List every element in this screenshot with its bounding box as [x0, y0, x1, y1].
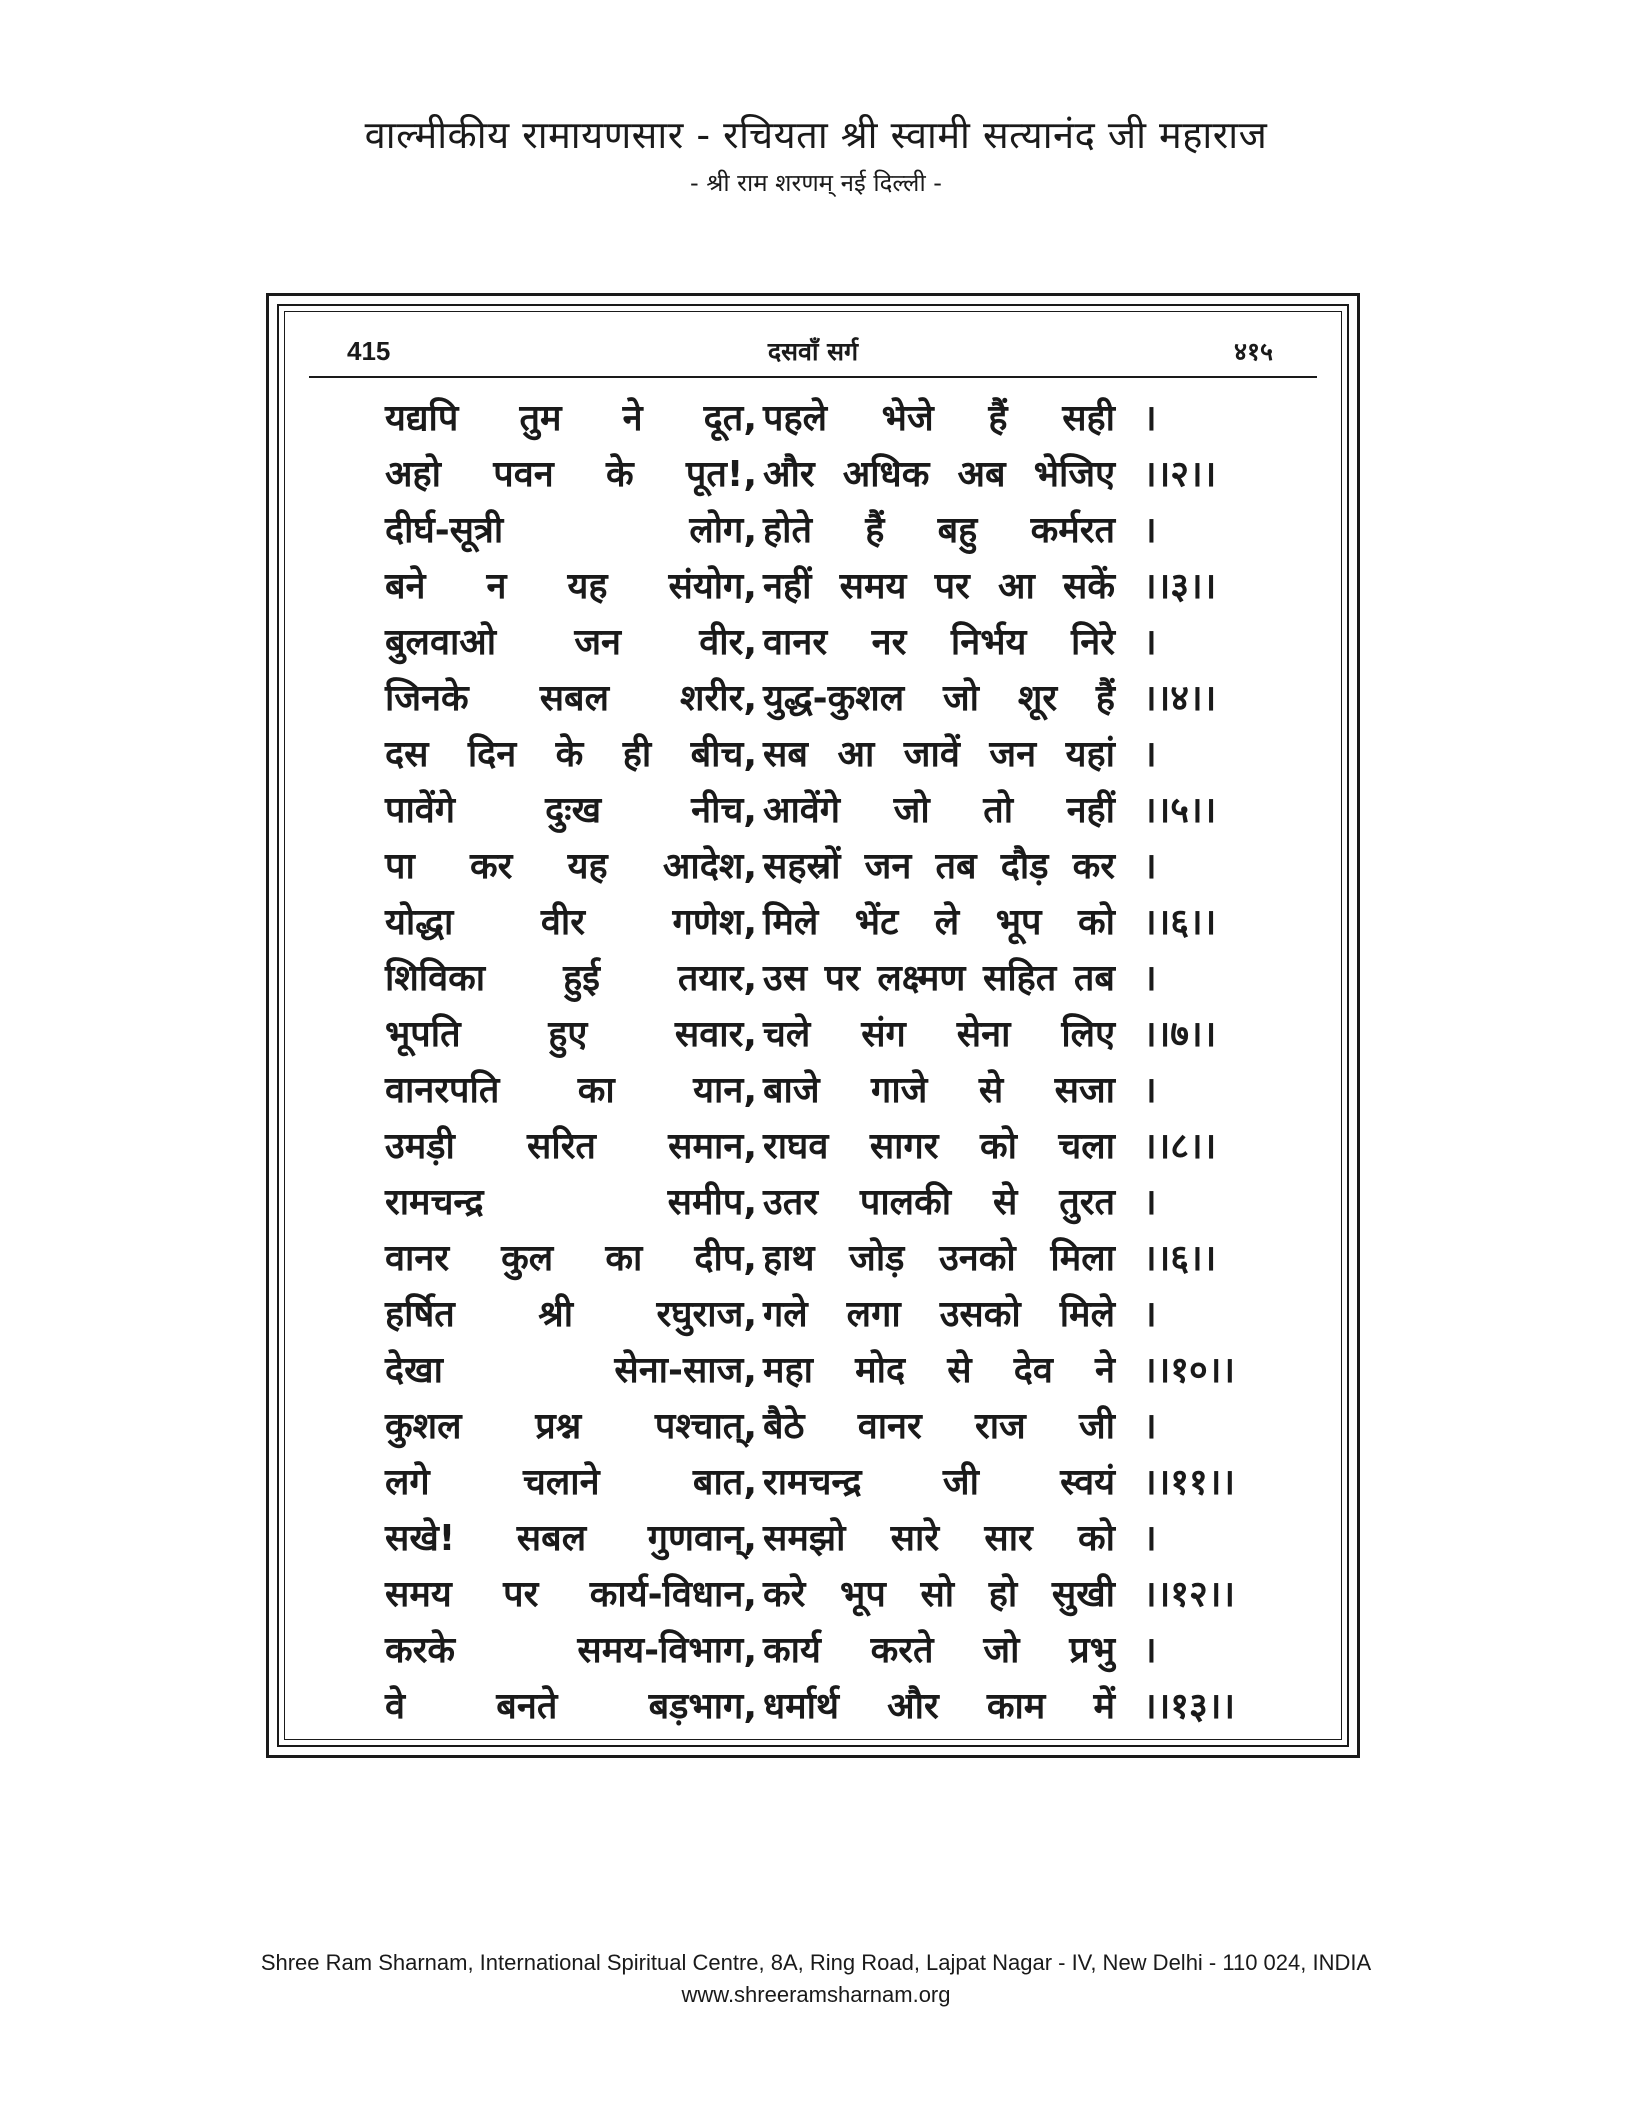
- verse-second-half: धर्मार्थ और काम में: [763, 1686, 1115, 1727]
- verse-line: [385, 1624, 1285, 1680]
- verse-second-half: और अधिक अब भेजिए: [763, 454, 1115, 495]
- verse-end-marker: ।: [1143, 1630, 1157, 1671]
- verse-first-half: उमड़ी सरित समान,: [385, 1126, 757, 1167]
- verse-end-marker: ।।११।।: [1143, 1462, 1236, 1503]
- page-number-devanagari: ४१५: [1233, 337, 1273, 366]
- verse-second-half: युद्ध-कुशल जो शूर हैं: [763, 678, 1115, 719]
- verse-end-marker: ।।३।।: [1143, 566, 1217, 607]
- verse-first-half: हर्षित श्री रघुराज,: [385, 1294, 757, 1335]
- verse-end-marker: ।: [1143, 734, 1157, 775]
- verse-first-half: पा कर यह आदेश,: [385, 846, 757, 887]
- verse-second-half: महा मोद से देव ने: [763, 1350, 1115, 1391]
- verse-end-marker: ।: [1143, 398, 1157, 439]
- verse-first-half: वे बनते बड़भाग,: [385, 1686, 757, 1727]
- verse-line: [385, 1344, 1285, 1400]
- verse-line: [385, 672, 1285, 728]
- verse-line: [385, 952, 1285, 1008]
- verse-end-marker: ।।१०।।: [1143, 1350, 1236, 1391]
- verse-line: [385, 1064, 1285, 1120]
- verse-line: [385, 392, 1285, 448]
- verse-first-half: वानर कुल का दीप,: [385, 1238, 757, 1279]
- verse-end-marker: ।: [1143, 846, 1157, 887]
- verse-end-marker: ।: [1143, 1294, 1157, 1335]
- document-header-title: वाल्मीकीय रामायणसार - रचियता श्री स्वामी सत्यानंद जी महाराज: [364, 113, 1268, 157]
- verse-end-marker: ।।८।।: [1143, 1126, 1217, 1167]
- verse-first-half: यद्यपि तुम ने दूत,: [385, 398, 757, 439]
- page-frame-innermost-border: [284, 311, 1342, 1740]
- verse-line: [385, 448, 1285, 504]
- verse-end-marker: ।: [1143, 510, 1157, 551]
- verse-second-half: नहीं समय पर आ सकें: [763, 566, 1115, 607]
- verse-second-half: उतर पालकी से तुरत: [763, 1182, 1115, 1223]
- verse-second-half: आवेंगे जो तो नहीं: [763, 790, 1115, 831]
- verse-end-marker: ।।५।।: [1143, 790, 1217, 831]
- verse-second-half: रामचन्द्र जी स्वयं: [763, 1462, 1115, 1503]
- verse-first-half: समय पर कार्य-विधान,: [385, 1574, 757, 1615]
- verse-second-half: होते हैं बहु कर्मरत: [763, 510, 1115, 551]
- verse-first-half: बने न यह संयोग,: [385, 566, 757, 607]
- verse-line: [385, 1568, 1285, 1624]
- verse-line: [385, 784, 1285, 840]
- verse-first-half: कुशल प्रश्न पश्चात्,: [385, 1406, 757, 1447]
- verse-line: [385, 1512, 1285, 1568]
- verse-second-half: पहले भेजे हैं सही: [763, 398, 1115, 439]
- verse-end-marker: ।।१३।।: [1143, 1686, 1236, 1727]
- page-frame: [266, 293, 1360, 1758]
- verse-second-half: बाजे गाजे से सजा: [763, 1070, 1115, 1111]
- footer-website-link[interactable]: www.shreeramsharnam.org: [681, 1982, 951, 2007]
- verse-end-marker: ।।६।।: [1143, 1238, 1217, 1279]
- verse-line: [385, 504, 1285, 560]
- verse-second-half: सहस्रों जन तब दौड़ कर: [763, 846, 1115, 887]
- verse-second-half: सब आ जावें जन यहां: [763, 734, 1115, 775]
- verse-line: [385, 1680, 1285, 1736]
- verse-first-half: भूपति हुए सवार,: [385, 1014, 757, 1055]
- document-header-subtitle: - श्री राम शरणम् नई दिल्ली -: [690, 169, 942, 197]
- verse-second-half: राघव सागर को चला: [763, 1126, 1115, 1167]
- verse-first-half: करके समय-विभाग,: [385, 1630, 757, 1671]
- verse-first-half: रामचन्द्र समीप,: [385, 1182, 757, 1223]
- verse-first-half: पावेंगे दुःख नीच,: [385, 790, 757, 831]
- verse-end-marker: ।।१२।।: [1143, 1574, 1236, 1615]
- verse-second-half: कार्य करते जो प्रभु: [763, 1630, 1115, 1671]
- verse-second-half: वानर नर निर्भय निरे: [763, 622, 1115, 663]
- verse-second-half: उस पर लक्ष्मण सहित तब: [763, 958, 1115, 999]
- verse-end-marker: ।: [1143, 1182, 1157, 1223]
- verse-end-marker: ।: [1143, 622, 1157, 663]
- verse-line: [385, 1232, 1285, 1288]
- verse-first-half: देखा सेना-साज,: [385, 1350, 757, 1391]
- verse-line: [385, 560, 1285, 616]
- verse-end-marker: ।।४।।: [1143, 678, 1217, 719]
- verse-end-marker: ।: [1143, 1406, 1157, 1447]
- chapter-title: दसवाँ सर्ग: [767, 337, 859, 366]
- running-head: [309, 326, 1317, 378]
- verse-line: [385, 896, 1285, 952]
- page-frame-inner-border: [277, 304, 1349, 1747]
- verse-list: [385, 392, 1285, 1736]
- verse-first-half: अहो पवन के पूत!,: [385, 454, 757, 495]
- verse-line: [385, 1288, 1285, 1344]
- verse-first-half: जिनके सबल शरीर,: [385, 678, 757, 719]
- verse-first-half: बुलवाओ जन वीर,: [385, 622, 757, 663]
- verse-end-marker: ।।६।।: [1143, 902, 1217, 943]
- verse-second-half: बैठे वानर राज जी: [763, 1406, 1115, 1447]
- verse-line: [385, 1400, 1285, 1456]
- verse-end-marker: ।।७।।: [1143, 1014, 1217, 1055]
- verse-first-half: दीर्घ-सूत्री लोग,: [385, 510, 757, 551]
- verse-end-marker: ।: [1143, 1518, 1157, 1559]
- verse-end-marker: ।: [1143, 958, 1157, 999]
- verse-second-half: हाथ जोड़ उनको मिला: [763, 1238, 1115, 1279]
- verse-first-half: योद्धा वीर गणेश,: [385, 902, 757, 943]
- verse-end-marker: ।: [1143, 1070, 1157, 1111]
- verse-line: [385, 1176, 1285, 1232]
- verse-first-half: दस दिन के ही बीच,: [385, 734, 757, 775]
- verse-second-half: करे भूप सो हो सुखी: [763, 1574, 1115, 1615]
- verse-second-half: समझो सारे सार को: [763, 1518, 1115, 1559]
- verse-first-half: सखे! सबल गुणवान्,: [385, 1518, 757, 1559]
- verse-second-half: गले लगा उसको मिले: [763, 1294, 1115, 1335]
- verse-second-half: चले संग सेना लिए: [763, 1014, 1115, 1055]
- verse-first-half: लगे चलाने बात,: [385, 1462, 757, 1503]
- verse-line: [385, 1008, 1285, 1064]
- verse-line: [385, 1120, 1285, 1176]
- verse-first-half: शिविका हुई तयार,: [385, 958, 757, 999]
- verse-line: [385, 616, 1285, 672]
- verse-second-half: मिले भेंट ले भूप को: [763, 902, 1115, 943]
- verse-end-marker: ।।२।।: [1143, 454, 1217, 495]
- verse-first-half: वानरपति का यान,: [385, 1070, 757, 1111]
- page-number-latin: 415: [347, 336, 391, 366]
- verse-line: [385, 840, 1285, 896]
- verse-line: [385, 728, 1285, 784]
- verse-line: [385, 1456, 1285, 1512]
- footer-address: Shree Ram Sharnam, International Spiritual Centre, 8A, Ring Road, Lajpat Nagar - IV, New Delhi - 110 024, INDIA: [260, 1950, 1372, 1975]
